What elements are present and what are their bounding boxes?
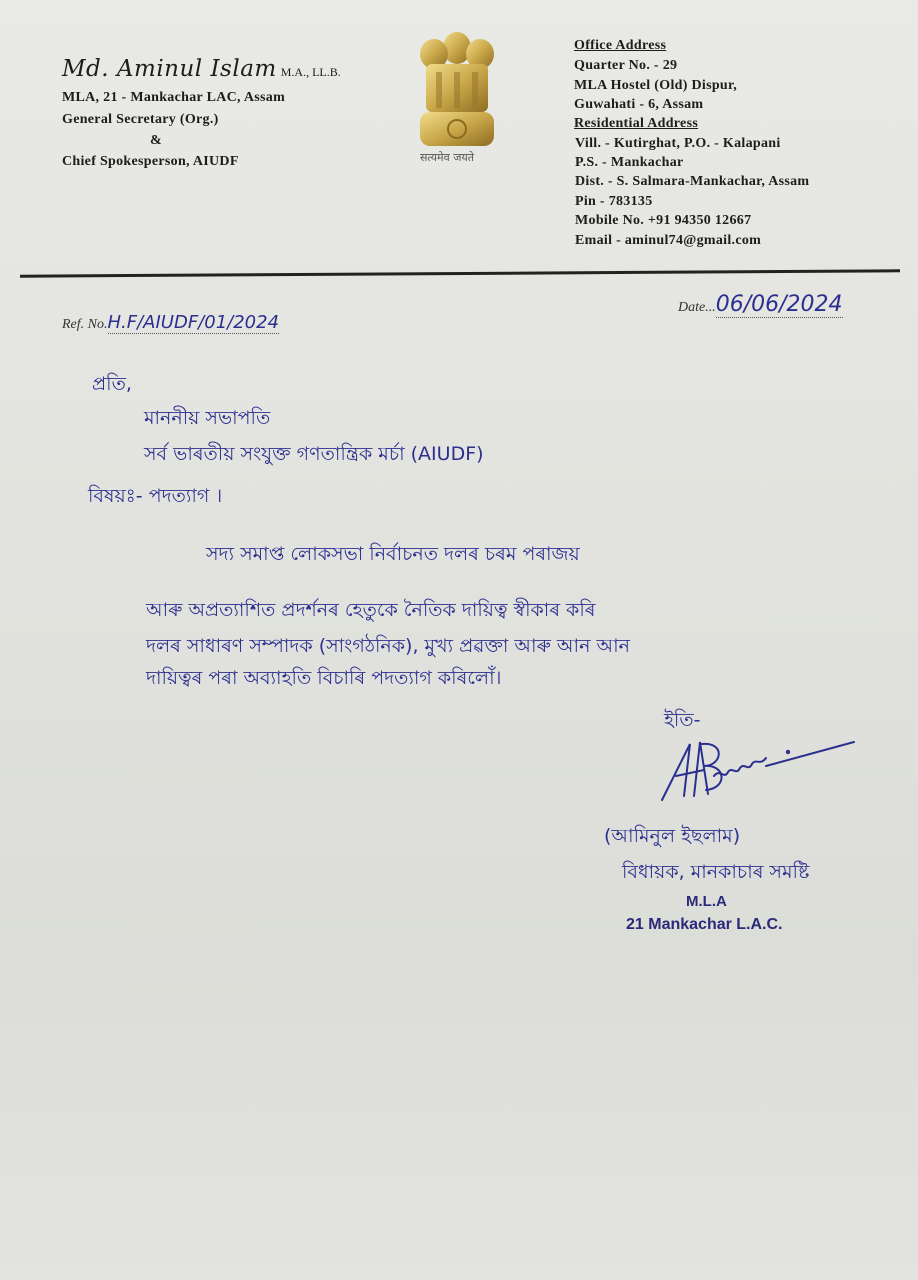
residential-address-line: Dist. - S. Salmara-Mankachar, Assam <box>575 174 810 189</box>
letterhead-divider <box>20 269 900 277</box>
residential-address-line: Vill. - Kutirghat, P.O. - Kalapani <box>575 136 781 151</box>
signer-title: বিধায়ক, মানকাচাৰ সমষ্টি <box>622 861 810 883</box>
email-address: Email - aminul74@gmail.com <box>575 233 762 248</box>
letterhead-name-block <box>62 56 341 82</box>
body-line: দায়িত্বৰ পৰা অব্যাহতি বিচাৰি পদত্যাগ কৰিলোঁ। <box>146 667 502 689</box>
designation-1: MLA, 21 - Mankachar LAC, Assam <box>62 90 286 105</box>
ref-label: Ref. No. <box>62 317 108 332</box>
office-address-line: Quarter No. - 29 <box>574 58 678 73</box>
recipient-organisation: সৰ্ব ভাৰতীয় সংযুক্ত গণতান্ত্ৰিক মৰ্চা (AIUDF) <box>144 443 484 465</box>
subject-line: বিষয়ঃ- পদত্যাগ । <box>88 485 223 507</box>
residential-address-line: Pin - 783135 <box>575 194 653 209</box>
residential-address-heading: Residential Address <box>574 116 699 131</box>
ref-value: H.F/AIUDF/01/2024 <box>107 312 280 333</box>
office-address-line: MLA Hostel (Old) Dispur, <box>574 78 738 93</box>
stamp-mla: M.L.A <box>686 893 727 910</box>
office-address-heading: Office Address <box>574 38 667 53</box>
letterhead-degrees: M.A., LL.B. <box>280 65 341 79</box>
closing: ইতি- <box>664 709 701 731</box>
date-label: Date <box>678 300 706 315</box>
office-address-line: Guwahati - 6, Assam <box>574 97 704 112</box>
designation-ampersand: & <box>150 133 162 148</box>
recipient-title: মাননীয় সভাপতি <box>144 407 271 429</box>
date-value: 06/06/2024 <box>715 292 843 317</box>
salutation: প্ৰতি, <box>92 373 132 395</box>
mobile-number: Mobile No. +91 94350 12667 <box>575 213 752 228</box>
body-line: আৰু অপ্ৰত্যাশিত প্ৰদৰ্শনৰ হেতুকে নৈতিক দায়িত্ব স্বীকাৰ কৰি <box>146 599 596 621</box>
stamp-constituency: 21 Mankachar L.A.C. <box>626 916 783 933</box>
signature <box>656 736 861 811</box>
signer-name: (আমিনুল ইছলাম) <box>604 825 741 847</box>
body-line: সদ্য সমাপ্ত লোকসভা নিৰ্বাচনত দলৰ চৰম পৰাজয় <box>206 543 580 565</box>
designation-3: Chief Spokesperson, AIUDF <box>62 154 239 169</box>
letterhead-name: Md. Aminul Islam <box>62 56 277 82</box>
residential-address-line: P.S. - Mankachar <box>575 155 684 170</box>
body-line: দলৰ সাধাৰণ সম্পাদক (সাংগঠনিক), মুখ্য প্ৰৱক্তা আৰু আন আন <box>146 635 630 657</box>
emblem-motto: सत्यमेव जयते <box>420 151 475 164</box>
designation-2: General Secretary (Org.) <box>62 112 219 127</box>
national-emblem-icon <box>412 28 502 157</box>
letter-date: Date...06/06/2024 <box>678 292 843 317</box>
ref-number <box>62 312 279 333</box>
